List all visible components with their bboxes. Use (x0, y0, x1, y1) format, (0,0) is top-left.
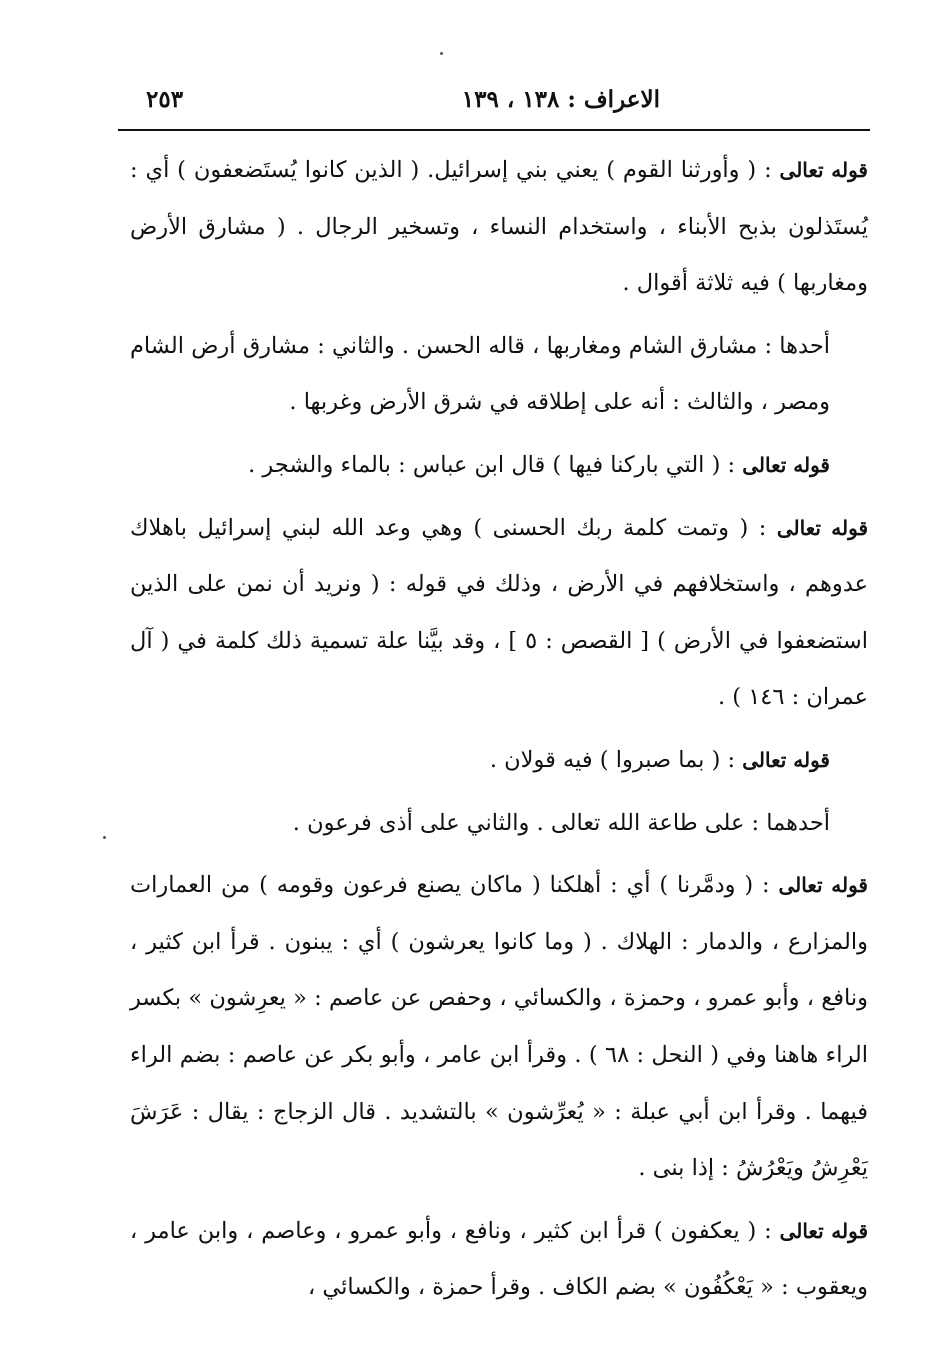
paragraph-5 (130, 732, 868, 789)
body-text (130, 142, 868, 1316)
paragraph-label: قوله تعالى (742, 452, 830, 477)
paragraph-6 (130, 795, 868, 852)
scan-speck (440, 52, 443, 55)
paragraph-label: قوله تعالى (778, 873, 868, 898)
paragraph-7 (130, 857, 868, 1197)
header-rule (118, 129, 870, 131)
paragraph-text: : ( ودمَّرنا ) أي : أهلكنا ( ماكان يصنع فرعون وقومه ) من العمارات والمزارع ، والدمار : الهلاك . ( وما كانوا يعرشون ) أي : يبنون . قرأ ابن كثير ، ونافع ، وأبو عمرو ، وحمزة ، والكسائي ، وحفص عن عاصم : « يعرِشون » بكسر الراء هاهنا وفي ( النحل : ٦٨ ) . وقرأ ابن عامر ، وأبو بكر عن عاصم : بضم الراء فيهما . وقرأ ابن أبي عبلة : « يُعرِّشون » بالتشديد . قال الزجاج : يقال : عَرَشَ يَعْرِشُ ويَعْرُشُ : إذا بنى . (130, 872, 868, 1182)
scan-speck (103, 836, 106, 839)
paragraph-text: : ( التي باركنا فيها ) قال ابن عباس : بالماء والشجر . (248, 451, 736, 478)
paragraph-4 (130, 500, 868, 726)
paragraph-2 (130, 318, 868, 431)
paragraph-label: قوله تعالى (779, 1218, 869, 1243)
paragraph-text: : ( يعكفون ) قرأ ابن كثير ، ونافع ، وأبو عمرو ، وعاصم ، وابن عامر ، ويعقوب : « يَعْكُفُون » بضم الكاف . وقرأ حمزة ، والكسائي ، (130, 1217, 868, 1301)
running-title: الاعراف : ١٣٨ ، ١٣٩ (461, 86, 660, 113)
page-header (118, 80, 870, 128)
paragraph-text: أحدهما : على طاعة الله تعالى . والثاني على أذى فرعون . (292, 809, 830, 836)
paragraph-text: أحدها : مشارق الشام ومغاربها ، قاله الحسن . والثاني : مشارق أرض الشام ومصر ، والثالث : أنه على إطلاقه في شرق الأرض وغربها . (130, 332, 830, 416)
paragraph-1 (130, 142, 868, 312)
page-number: ٢٥٣ (146, 86, 184, 113)
paragraph-text: : ( وأورثنا القوم ) يعني بني إسرائيل. ( الذين كانوا يُستَضعفون ) أي : يُستَذلون بذبح الأبناء ، واستخدام النساء ، وتسخير الرجال . ( مشارق الأرض ومغاربها ) فيه ثلاثة أقوال . (130, 157, 868, 297)
paragraph-3 (130, 437, 868, 494)
paragraph-label: قوله تعالى (776, 515, 869, 540)
paragraph-text: : ( بما صبروا ) فيه قولان . (489, 746, 736, 773)
paragraph-text: : ( وتمت كلمة ربك الحسنى ) وهي وعد الله لبني إسرائيل باهلاك عدوهم ، واستخلافهم في الأرض ، وذلك في قوله : ( ونريد أن نمن على الذين استضعفوا في الأرض ) [ القصص : ٥ ] ، وقد بيَّنا علة تسمية ذلك كلمة في ( آل عمران : ١٤٦ ) . (130, 514, 868, 711)
paragraph-label: قوله تعالى (742, 747, 830, 772)
paragraph-label: قوله تعالى (779, 158, 868, 182)
paragraph-8 (130, 1203, 868, 1316)
